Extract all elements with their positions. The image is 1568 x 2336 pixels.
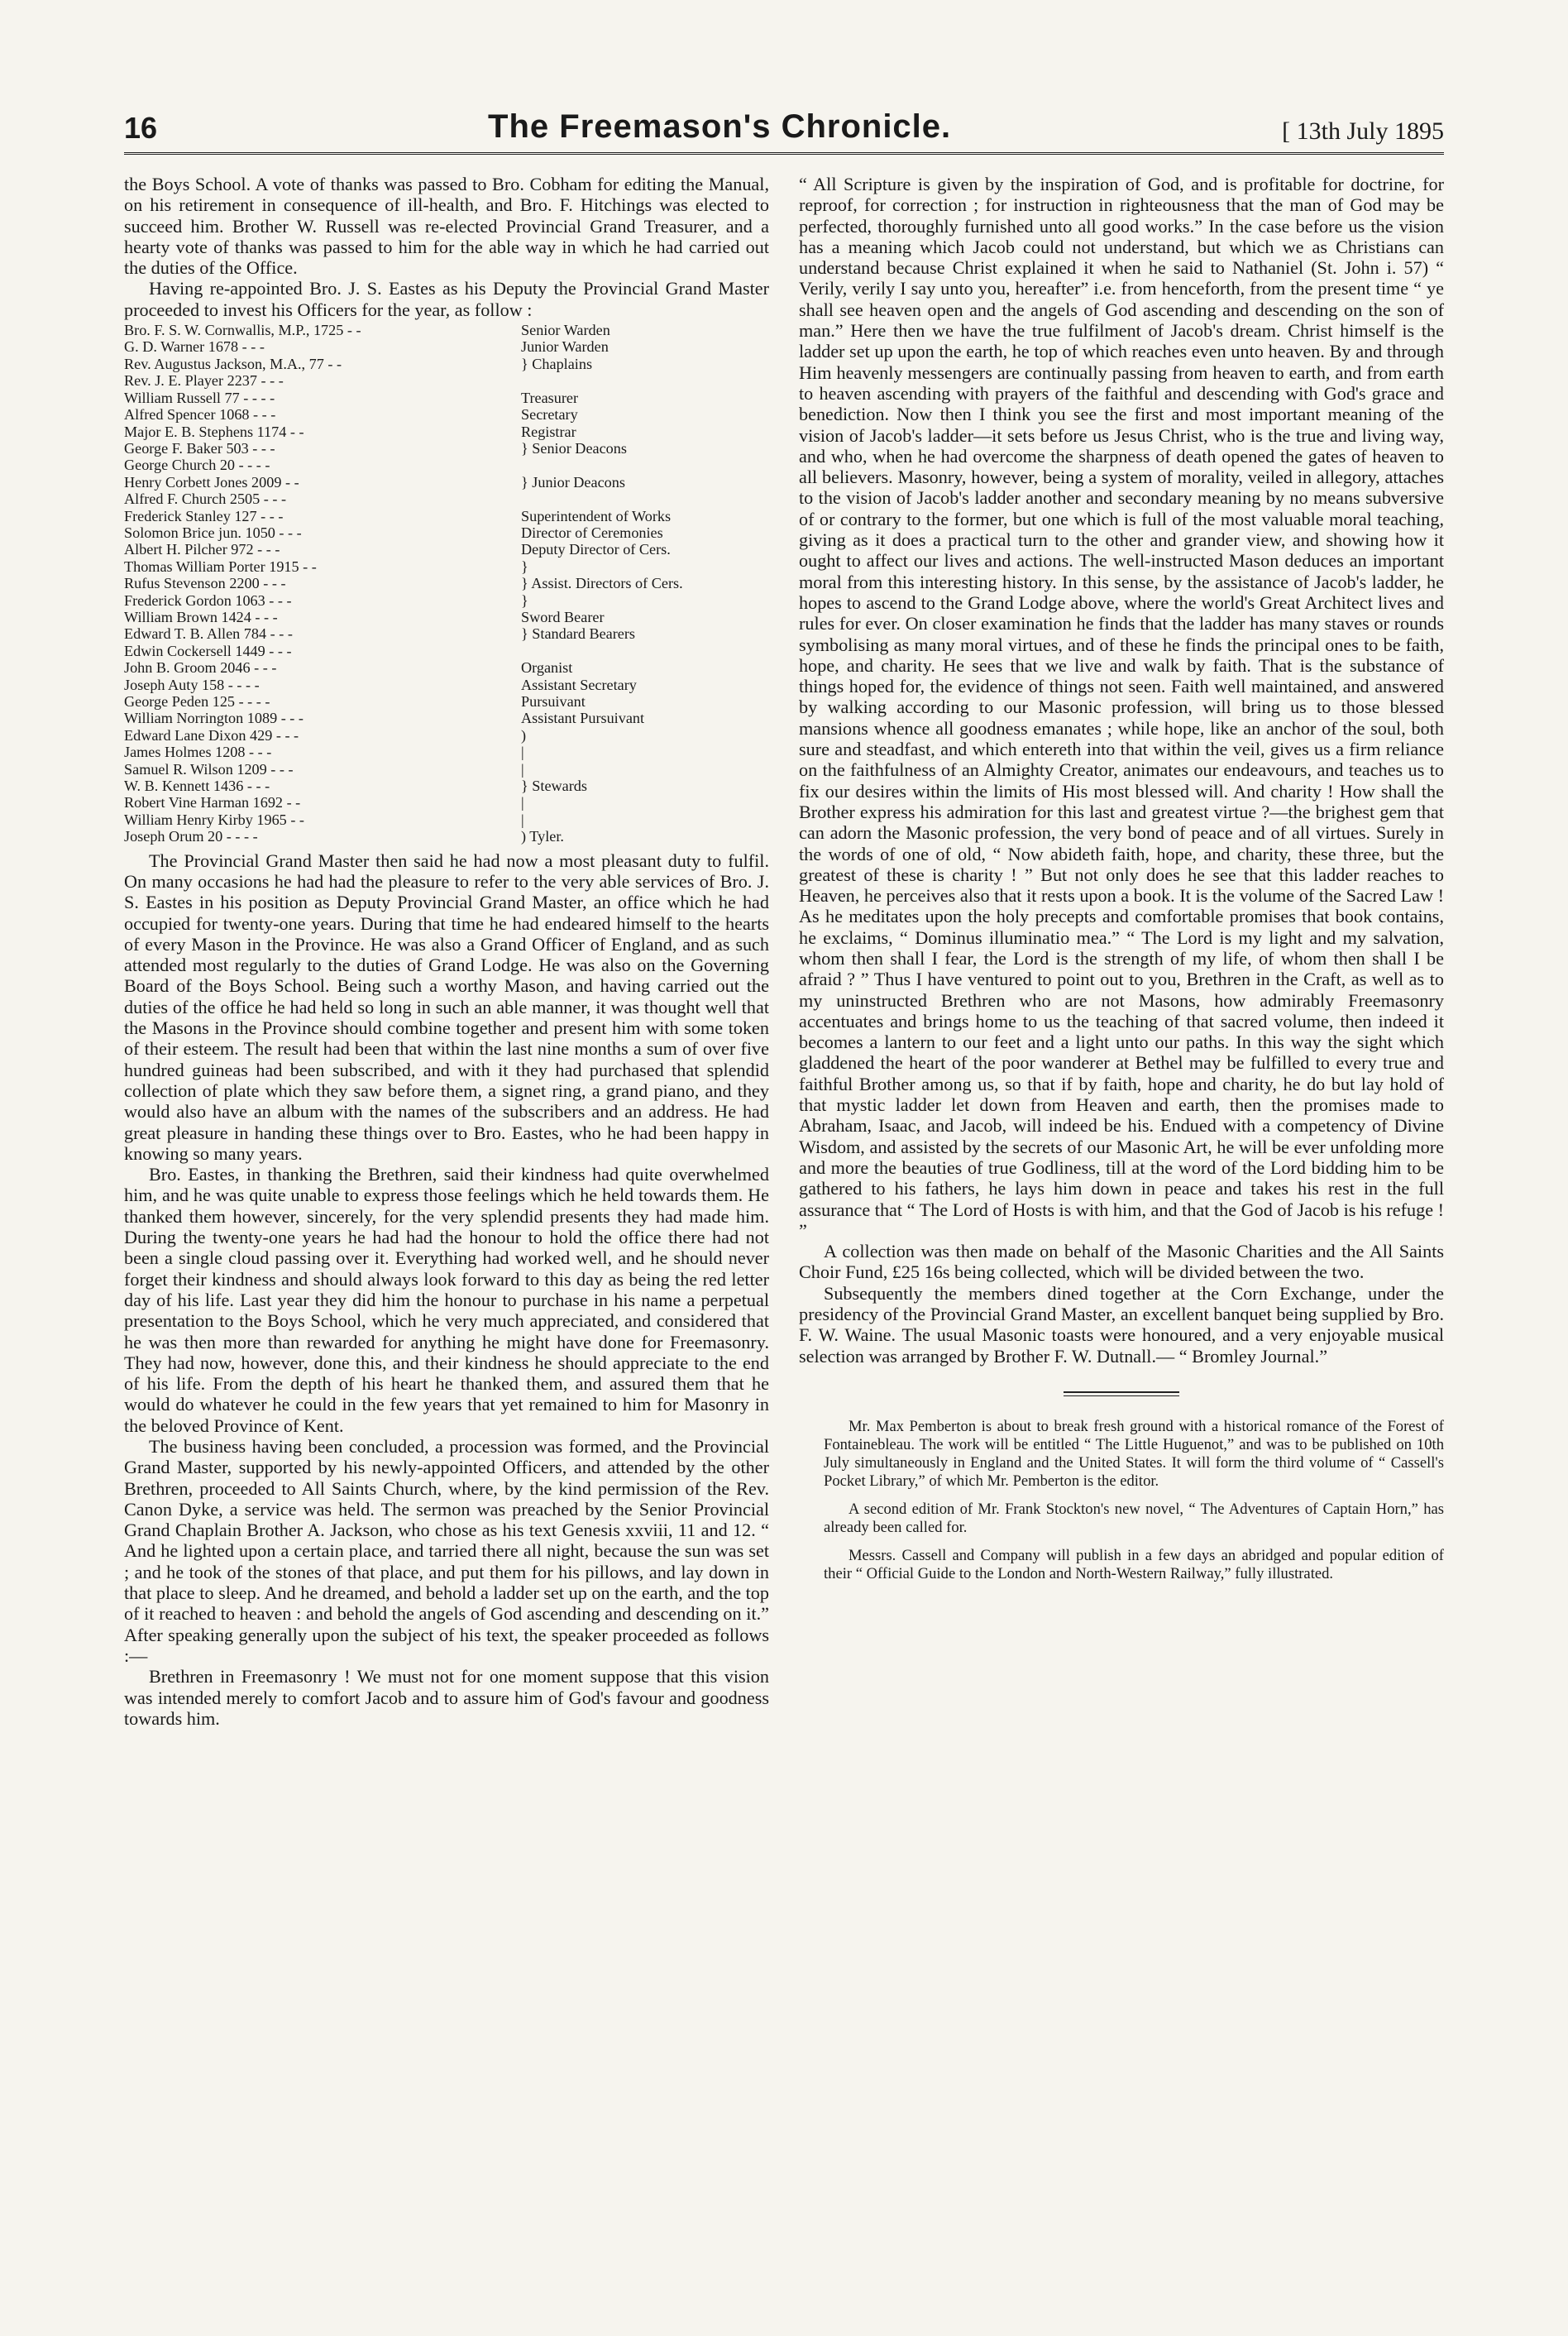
- officer-role: [504, 491, 769, 507]
- paragraph: the Boys School. A vote of thanks was passed to Bro. Cobham for editing the Manual, on his retirement in consequence of ill-health, and Bro. F. Hitchings was elected to succeed him. Brother W. Russell was re-elected Provincial Grand Treasurer, and a hearty vote of thanks was passed to him for the able way in which he had carried out the duties of the Office.: [124, 174, 769, 279]
- officer-role: Secretary: [521, 406, 578, 424]
- note-paragraph: A second edition of Mr. Frank Stockton's new novel, “ The Adventures of Captain Horn,” has already been called for.: [824, 1500, 1444, 1536]
- left-column: [124, 174, 769, 1729]
- officer-name: Rufus Stevenson 2200 - - -: [124, 575, 286, 592]
- officer-name: Joseph Orum 20 - - - -: [124, 828, 258, 845]
- paragraph: “ All Scripture is given by the inspiration of God, and is profitable for doctrine, for reproof, for correction ; for instruction in righteousness that the man of God may be perfected, thoroughly furnished unto all good works.” In the case before us the vision has a meaning which Jacob could not understand, but which we as Christians can understand because Christ explained it when he said to Nathaniel (St. John i. 57) “ Verily, verily I say unto you, hereafter” i.e. from henceforth, from the present time “ ye shall see heaven open and the angels of God ascending and descending on the son of man.” Here then we have the true fulfilment of Jacob's dream. Christ himself is the ladder set up upon the earth, he top of which reaches even unto heaven. By and through Him heavenly messengers are continually passing from heaven to earth, and from earth to heaven ascending with prayers of the faithful and descending with God's grace and benediction. Now then I think you see the first and most important meaning of the vision of Jacob's ladder—it sets before us Jesus Christ, who is the true and living way, and who, when he had overcome the sharpness of death opened the gates of heaven to all believers. Masonry, however, being a system of morality, veiled in allegory, attaches to the vision of Jacob's ladder another and secondary meaning by no means subversive of or contrary to the former, but one which is full of the most valuable moral teaching, giving as it does a practical turn to the other and grander view, and showing how it ought to affect our lives and actions. The well-instructed Mason deduces an important moral from this interesting history. In this sense, by the assistance of Jacob's ladder, he hopes to ascend to the Grand Lodge above, where the world's Great Architect lives and rules for ever. On closer examination he finds that the ladder has many staves or rounds symbolising as many moral virtues, and of these he finds the principal ones to be faith, hope, and charity. He sees that we live and walk by faith. That is the substance of things hoped for, the evidence of things not seen. Faith well maintained, and answered by walking according to our Masonic profession, will bring us to those blessed mansions whence all goodness emanates ; while hope, like an anchor of the soul, both sure and steadfast, and which entereth into that within the veil, gives us a firm reliance on the faithfulness of an Almighty Creator, animates our endeavours, and teaches us to fix our desires within the limits of His most blessed will. And charity ! How shall the Brother express his admiration for this last and greatest virtue ?—the brighest gem that can adorn the Masonic profession, the very bond of peace and of all virtues. Surely in the words of one of old, “ Now abideth faith, hope, and charity, these three, but the greatest of these is charity ! ” But not only does he see that this ladder reaches to Heaven, he perceives also that it rests upon a book. It is the volume of the Sacred Law ! As he meditates upon the holy precepts and comfortable promises that book contains, he exclaims, “ Dominus illuminatio mea.” “ The Lord is my light and my salvation, whom then shall I fear, the Lord is the strength of my life, of whom then shall I be afraid ? ” Thus I have ventured to point out to you, Brethren in the Craft, as well as to my uninstructed Brethren who are not Masons, how admirably Freemasonry accentuates and brings home to us the teaching of that sacred volume, then indeed it becomes a lantern to our feet and a light unto our paths. In this way the sight which gladdened the heart of the poor wanderer at Bethel may be fulfilled to every true and faithful Brother among us, so that if by faith, hope and charity, he do but lay hold of that mystic ladder let down from Heaven and earth, then the promises made to Abraham, Isaac, and Jacob, will indeed be his. Endued with a competency of Divine Wisdom, and assisted by the secrets of our Masonic Art, he will be ever unfolding more and more the beauties of true Godliness, till at the word of the Lord bidding him to be gathered to his fathers, he lays him down in peace and takes his rest in the full assurance that “ The Lord of Hosts is with him, and that the God of Jacob is his refuge ! ”: [799, 174, 1444, 1241]
- officer-role: Director of Ceremonies: [521, 524, 663, 541]
- paragraph: A collection was then made on behalf of the Masonic Charities and the All Saints Choir Fund, £25 16s being collected, which will be divided between the two.: [799, 1241, 1444, 1283]
- officer-role: } Stewards: [521, 778, 587, 795]
- officer-name: Rev. Augustus Jackson, M.A., 77 - -: [124, 355, 342, 372]
- literary-notes: [799, 1418, 1444, 1583]
- officer-name: Solomon Brice jun. 1050 - - -: [124, 524, 302, 541]
- officer-name: Alfred Spencer 1068 - - -: [124, 406, 276, 424]
- officer-role: } Assist. Directors of Cers.: [521, 575, 683, 592]
- officer-name: G. D. Warner 1678 - - -: [124, 338, 265, 356]
- paragraph: The Provincial Grand Master then said he had now a most pleasant duty to fulfil. On many occasions he had had the pleasure to refer to the very able services of Bro. J. S. Eastes in his position as Deputy Provincial Grand Master, an office which he had occupied for twenty-one years. During that time he had endeared himself to the hearts of every Mason in the Province. He was also a Grand Officer of England, and as such attended most regularly to the duties of Grand Lodge. He was also on the Governing Board of the Boys School. Being such a worthy Mason, and having carried out the duties of the office he had held so long in such an able manner, it was thought well that the Masons in the Province should combine together and present him with some token of their esteem. The result had been that within the last nine months a sum of over five hundred guineas had been subscribed, and with it they had purchased that splendid collection of plate which they saw before them, a signet ring, a grand piano, and they would also have an album with the names of the subscribers and an address. He had great pleasure in handing these things over to Bro. Eastes, who he had been happy in knowing so many years.: [124, 850, 769, 1164]
- officer-role: } Junior Deacons: [521, 473, 625, 491]
- officer-name: Thomas William Porter 1915 - -: [124, 558, 317, 575]
- officer-role: Senior Warden: [521, 322, 610, 339]
- officer-role: Assistant Pursuivant: [521, 710, 645, 727]
- officer-name: Samuel R. Wilson 1209 - - -: [124, 760, 294, 778]
- officer-name: William Norrington 1089 - - -: [124, 710, 304, 727]
- journal-title: The Freemason's Chronicle.: [488, 108, 952, 145]
- officer-name: Henry Corbett Jones 2009 - -: [124, 473, 299, 491]
- paragraph: Subsequently the members dined together at the Corn Exchange, under the presidency of the Provincial Grand Master, an excellent banquet being supplied by Bro. F. W. Waine. The usual Masonic toasts were honoured, and a very enjoyable musical selection was arranged by Brother F. W. Dutnall.— “ Bromley Journal.”: [799, 1282, 1444, 1367]
- officer-role: Deputy Director of Cers.: [521, 541, 671, 558]
- officer-name: George Church 20 - - - -: [124, 457, 270, 474]
- officer-role: Pursuivant: [521, 693, 586, 711]
- officer-role: [504, 372, 769, 389]
- page-number: 16: [124, 111, 158, 145]
- officer-role: }: [521, 591, 528, 609]
- officer-name: Major E. B. Stephens 1174 - -: [124, 423, 304, 440]
- officer-name: Frederick Gordon 1063 - - -: [124, 591, 292, 609]
- officer-role: [504, 643, 769, 659]
- officer-role: |: [521, 760, 524, 778]
- note-paragraph: Messrs. Cassell and Company will publish in a few days an abridged and popular edition of their “ Official Guide to the London and North-Western Railway,” fully illustrated.: [824, 1546, 1444, 1582]
- officer-role: Sword Bearer: [521, 608, 605, 625]
- paragraph: Having re-appointed Bro. J. S. Eastes as his Deputy the Provincial Grand Master proceeded to invest his Officers for the year, as follow :: [124, 278, 769, 320]
- officer-name: James Holmes 1208 - - -: [124, 744, 272, 761]
- officer-name: Alfred F. Church 2505 - - -: [124, 491, 287, 508]
- officer-role: |: [521, 794, 524, 811]
- officer-role: Organist: [521, 659, 573, 677]
- issue-date: [ 13th July 1895: [1282, 117, 1444, 145]
- officer-role: |: [521, 744, 524, 761]
- officer-name: Joseph Auty 158 - - - -: [124, 676, 260, 693]
- officer-name: Robert Vine Harman 1692 - -: [124, 794, 301, 811]
- note-paragraph: Mr. Max Pemberton is about to break fresh ground with a historical romance of the Forest of Fontainebleau. The work will be entitled “ The Little Huguenot,” and was to be published on 10th July simultaneously in England and the United States. It will form the third volume of “ Cassell's Pocket Library,” of which Mr. Pemberton is the editor.: [824, 1417, 1444, 1490]
- officer-name: Rev. J. E. Player 2237 - - -: [124, 372, 284, 390]
- page-header: [124, 106, 1444, 155]
- officer-name: W. B. Kennett 1436 - - -: [124, 778, 270, 795]
- officer-role: } Chaplains: [521, 355, 593, 372]
- officer-name: Frederick Stanley 127 - - -: [124, 507, 284, 524]
- officer-name: Albert H. Pilcher 972 - - -: [124, 541, 280, 558]
- officer-name: Edwin Cockersell 1449 - - -: [124, 642, 292, 659]
- officer-name: Bro. F. S. W. Cornwallis, M.P., 1725 - -: [124, 322, 361, 339]
- officer-role: } Senior Deacons: [521, 439, 627, 457]
- officer-role: Treasurer: [521, 389, 579, 406]
- officer-name: George Peden 125 - - - -: [124, 693, 270, 711]
- officer-role: ): [521, 726, 527, 744]
- officer-role: ) Tyler.: [521, 828, 564, 845]
- officer-name: Edward Lane Dixon 429 - - -: [124, 726, 299, 744]
- officer-role: Junior Warden: [521, 338, 609, 356]
- paragraph: Brethren in Freemasonry ! We must not for one moment suppose that this vision was intended merely to comfort Jacob and to assure him of God's favour and goodness towards him.: [124, 1666, 769, 1729]
- officer-role: Assistant Secretary: [521, 676, 637, 693]
- officers-list: [124, 322, 769, 845]
- officer-role: Superintendent of Works: [521, 507, 672, 524]
- officer-role: [504, 457, 769, 473]
- paragraph: The business having been concluded, a procession was formed, and the Provincial Grand Master, supported by his newly-appointed Officers, and attended by the other Brethren, proceeded to All Saints Church, where, by the kind permission of the Rev. Canon Dyke, a service was held. The sermon was preached by the Senior Provincial Grand Chaplain Brother A. Jackson, who chose as his text Genesis xxviii, 11 and 12. “ And he lighted upon a certain place, and tarried there all night, because the sun was set ; and he took of the stones of that place, and put them for his pillows, and lay down in that place to sleep. And he dreamed, and behold a ladder set up on the earth, and the top of it reached to heaven : and behold the angels of God ascending and descending on it.” After speaking generally upon the subject of his text, the speaker proceeded as follows :—: [124, 1435, 769, 1666]
- officer-name: William Henry Kirby 1965 - -: [124, 811, 304, 828]
- paragraph: Bro. Eastes, in thanking the Brethren, said their kindness had quite overwhelmed him, and he was quite unable to express those feelings which he held towards them. He thanked them however, sincerely, for the very splendid presents they had made him. During the twenty-one years he had had the honour to hold the office there had not been a single cloud passing over it. Everything had worked well, and he should never forget their kindness and should always look forward to this day as being the red letter day of his life. Last year they did him the honour to purchase in his name a perpetual presentation to the Boys School, which he very much appreciated, and considered that he was then more than rewarded for anything he might have done for Freemasonry. They had now, however, done this, and their kindness he should appreciate to the end of his life. From the depth of his heart he thanked them, and assured them that he would do whatever he could in the few years that yet remained to him for Masonry in the beloved Province of Kent.: [124, 1164, 769, 1436]
- officer-name: John B. Groom 2046 - - -: [124, 659, 277, 677]
- officer-name: Edward T. B. Allen 784 - - -: [124, 625, 293, 643]
- section-divider: [1064, 1391, 1179, 1396]
- officer-role: } Standard Bearers: [521, 625, 636, 643]
- officer-role: }: [521, 558, 528, 575]
- officer-role: Registrar: [521, 423, 576, 440]
- officer-role: |: [521, 811, 524, 828]
- officer-name: William Brown 1424 - - -: [124, 608, 278, 625]
- officer-name: William Russell 77 - - - -: [124, 389, 275, 406]
- right-column: [799, 174, 1444, 1593]
- officer-name: George F. Baker 503 - - -: [124, 439, 275, 457]
